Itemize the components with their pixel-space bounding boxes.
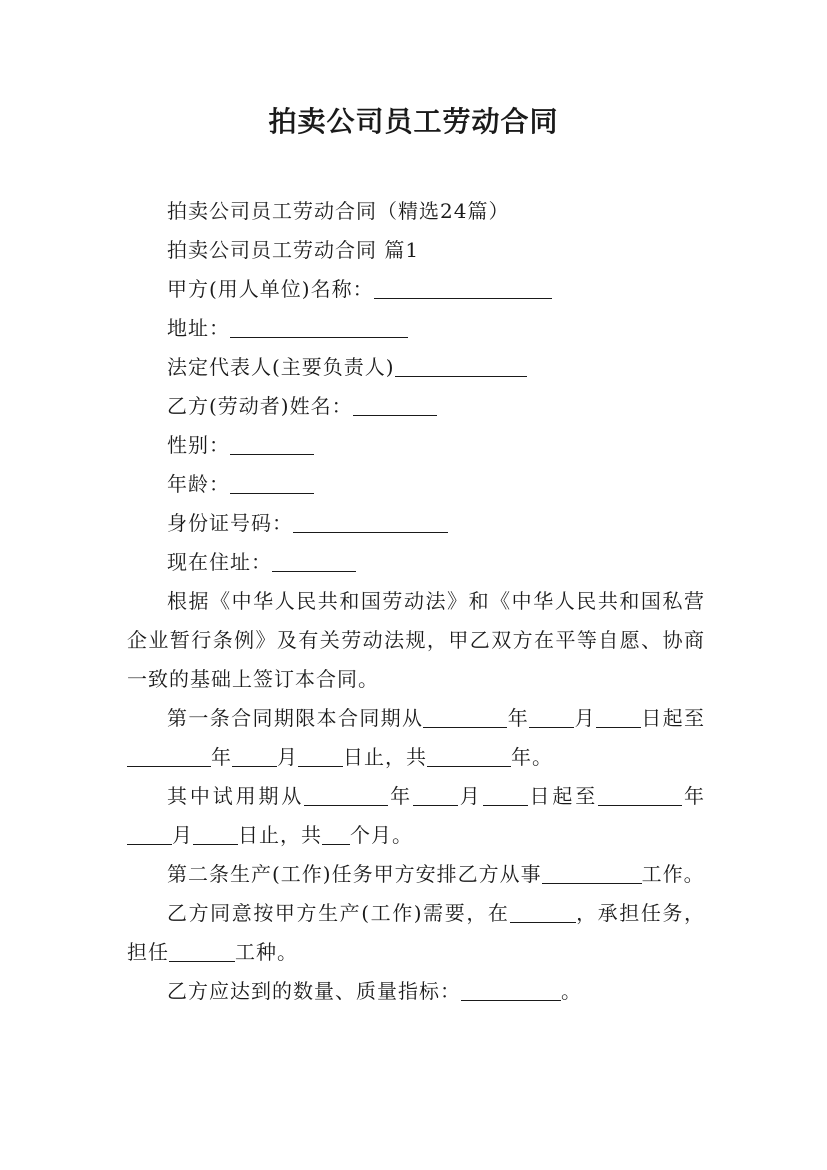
article1-year-label: 年 bbox=[507, 706, 530, 730]
article1-month-label: 月 bbox=[574, 706, 596, 730]
current-address-label: 现在住址： bbox=[167, 550, 272, 574]
article1-end-day-blank bbox=[298, 742, 343, 767]
article1-intro: 第一条合同期限本合同期从 bbox=[167, 706, 424, 730]
task-paragraph bbox=[127, 894, 705, 972]
current-address-blank bbox=[272, 547, 356, 572]
task-mid: ，承担任务，担任 bbox=[127, 901, 706, 964]
quota-end: 。 bbox=[561, 979, 582, 1003]
legal-rep-blank bbox=[395, 352, 527, 377]
probation-start-month-blank bbox=[413, 781, 458, 806]
task-jobtype-blank bbox=[169, 937, 235, 962]
probation-year-label: 年 bbox=[388, 784, 413, 808]
article2-job-blank bbox=[542, 859, 642, 884]
document-title: 拍卖公司员工劳动合同 bbox=[268, 105, 559, 138]
address-line bbox=[127, 309, 705, 348]
party-a-line bbox=[127, 270, 705, 309]
article1-to-label: 至 bbox=[684, 706, 706, 730]
article2-intro: 第二条生产(工作)任务甲方安排乙方从事 bbox=[167, 862, 542, 886]
quota-blank bbox=[461, 976, 561, 1001]
current-address-line bbox=[127, 543, 705, 582]
legal-rep-label: 法定代表人(主要负责人) bbox=[167, 355, 395, 379]
legal-rep-line bbox=[127, 348, 705, 387]
gender-blank bbox=[230, 430, 314, 455]
article1-total-years-blank bbox=[427, 742, 511, 767]
probation-day-start-label: 日起至 bbox=[527, 784, 599, 808]
article1-years-end-label: 年。 bbox=[511, 745, 553, 769]
quota-paragraph bbox=[127, 972, 705, 1011]
party-a-blank bbox=[374, 274, 552, 299]
probation-year-label-2: 年 bbox=[682, 784, 706, 808]
probation-months-end-label: 个月。 bbox=[350, 823, 413, 847]
party-b-label: 乙方(劳动者)姓名： bbox=[167, 394, 353, 418]
age-blank bbox=[230, 469, 314, 494]
article1-year-label-2: 年 bbox=[211, 745, 232, 769]
article1-start-day-blank bbox=[596, 703, 641, 728]
id-number-label: 身份证号码： bbox=[167, 511, 293, 535]
article2-paragraph bbox=[127, 855, 705, 894]
section-heading: 拍卖公司员工劳动合同 篇1 bbox=[167, 238, 420, 262]
article1-end-month-blank bbox=[232, 742, 277, 767]
probation-day-end-label: 日止，共 bbox=[238, 823, 322, 847]
probation-end-year-blank bbox=[598, 781, 682, 806]
probation-start-day-blank bbox=[483, 781, 528, 806]
article2-end: 工作。 bbox=[641, 862, 705, 886]
party-b-blank bbox=[353, 391, 437, 416]
probation-end-month-blank bbox=[127, 820, 172, 845]
article1-start-month-blank bbox=[529, 703, 574, 728]
probation-end-day-blank bbox=[193, 820, 238, 845]
probation-intro: 其中试用期从 bbox=[167, 784, 305, 808]
id-number-line bbox=[127, 504, 705, 543]
task-intro: 乙方同意按甲方生产(工作)需要，在 bbox=[167, 901, 510, 925]
age-line bbox=[127, 465, 705, 504]
probation-paragraph bbox=[127, 777, 705, 855]
task-end: 工种。 bbox=[235, 940, 298, 964]
address-label: 地址： bbox=[167, 316, 230, 340]
quota-intro: 乙方应达到的数量、质量指标： bbox=[167, 979, 461, 1003]
article1-month-label-2: 月 bbox=[277, 745, 298, 769]
subtitle: 拍卖公司员工劳动合同（精选24篇） bbox=[167, 199, 510, 223]
article1-paragraph bbox=[127, 699, 705, 777]
preamble-paragraph: 根据《中华人民共和国劳动法》和《中华人民共和国私营企业暂行条例》及有关劳动法规，甲乙双方在平等自愿、协商一致的基础上签订本合同。 bbox=[127, 589, 705, 691]
article1-day-start-label: 日起 bbox=[640, 706, 685, 730]
task-location-blank bbox=[510, 898, 576, 923]
probation-month-label-2: 月 bbox=[172, 823, 193, 847]
probation-start-year-blank bbox=[304, 781, 388, 806]
probation-total-months-blank bbox=[322, 820, 350, 845]
id-number-blank bbox=[293, 508, 448, 533]
party-b-line bbox=[127, 387, 705, 426]
address-blank bbox=[230, 313, 408, 338]
document-body bbox=[127, 192, 705, 1011]
age-label: 年龄： bbox=[167, 472, 230, 496]
party-a-label: 甲方(用人单位)名称： bbox=[167, 277, 374, 301]
article1-end-year-blank bbox=[127, 742, 211, 767]
gender-label: 性别： bbox=[167, 433, 230, 457]
gender-line bbox=[127, 426, 705, 465]
probation-month-label: 月 bbox=[457, 784, 483, 808]
article1-day-end-label: 日止，共 bbox=[343, 745, 427, 769]
article1-start-year-blank bbox=[423, 703, 507, 728]
